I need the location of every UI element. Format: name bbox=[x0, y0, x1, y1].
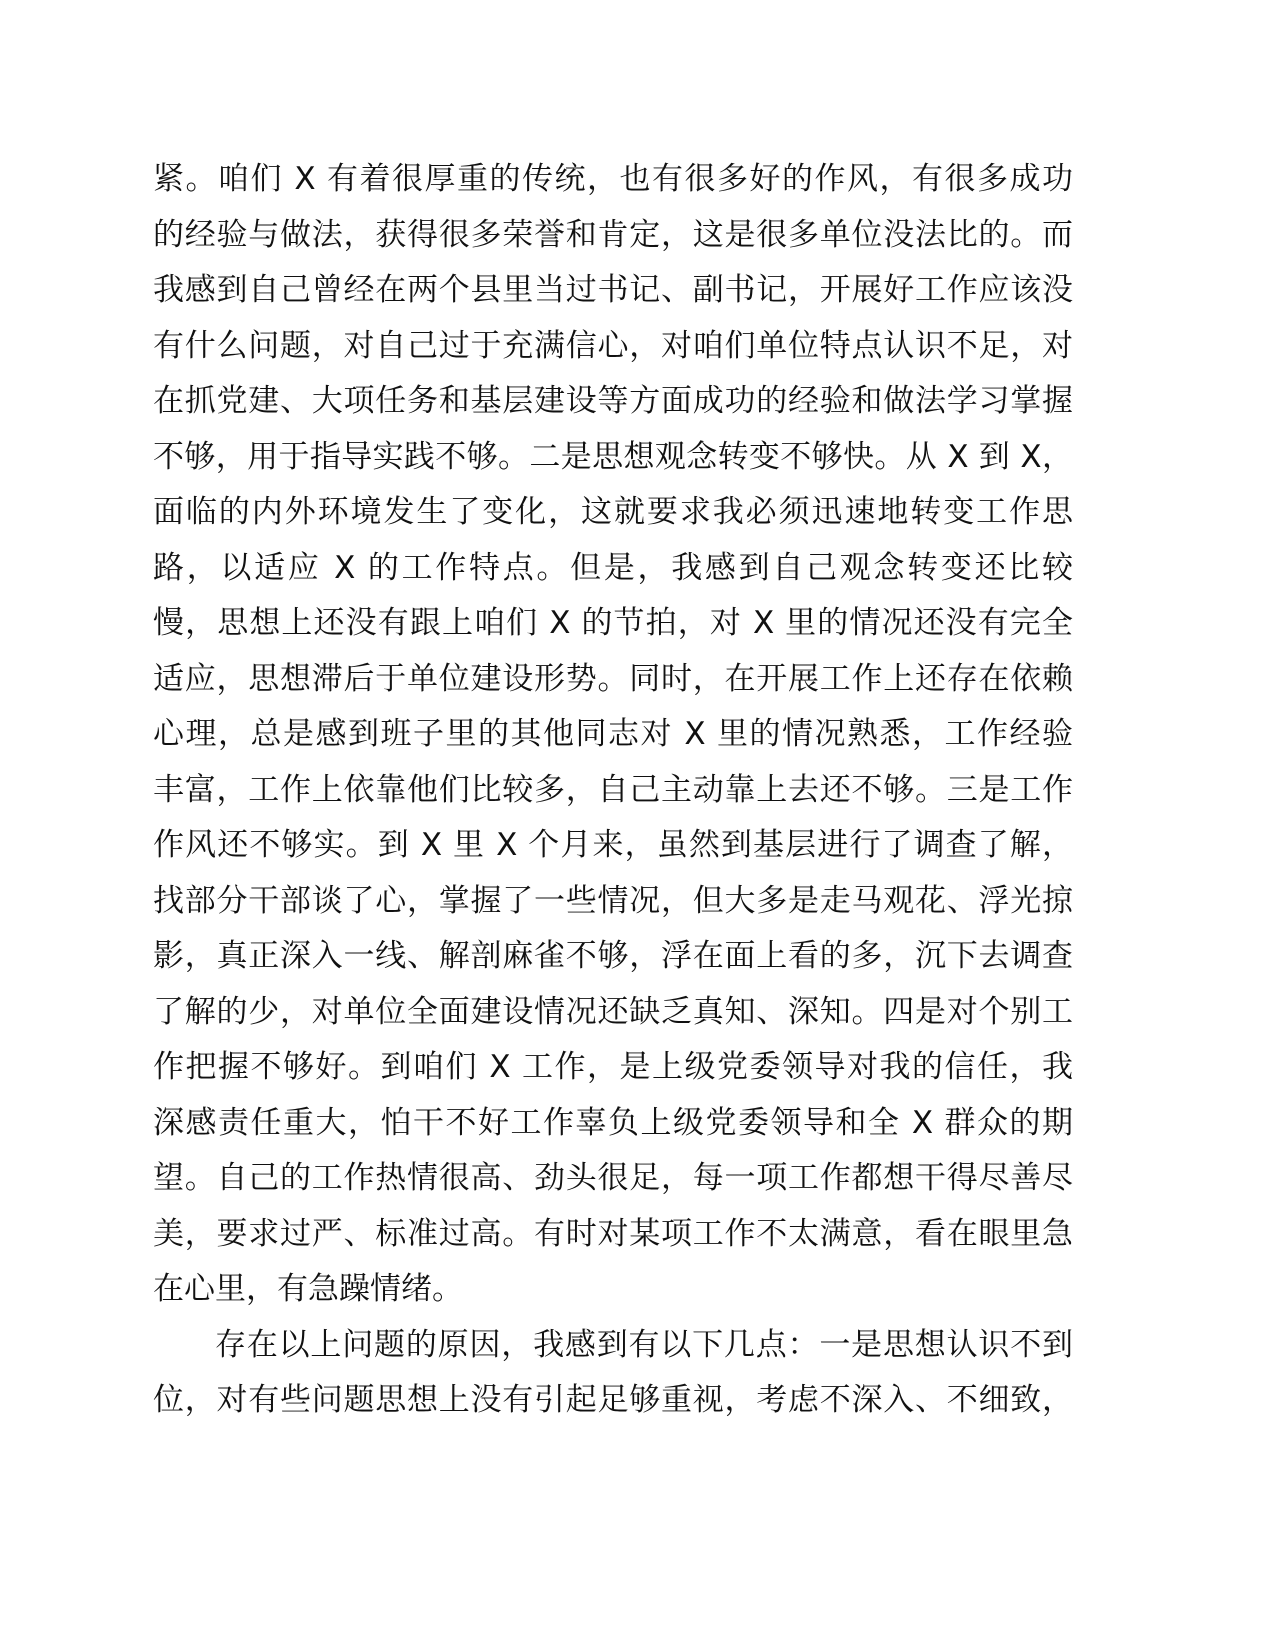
text-line: 作风还不够实。到 X 里 X 个月来，虽然到基层进行了调查了解， bbox=[153, 827, 1073, 863]
text-line: 不够，用于指导实践不够。二是思想观念转变不够快。从 X 到 X， bbox=[153, 438, 1073, 475]
body-text bbox=[153, 152, 1073, 1429]
text-line: 找部分干部谈了心，掌握了一些情况，但大多是走马观花、浮光掠 bbox=[153, 882, 1073, 919]
text-line: 路，以适应 X 的工作特点。但是，我感到自己观念转变还比较 bbox=[153, 549, 1073, 586]
text-line: 适应，思想滞后于单位建设形势。同时，在开展工作上还存在依赖 bbox=[153, 660, 1073, 697]
text-line: 美，要求过严、标准过高。有时对某项工作不太满意，看在眼里急 bbox=[153, 1215, 1073, 1252]
text-line: 丰富，工作上依靠他们比较多，自己主动靠上去还不够。三是工作 bbox=[153, 771, 1073, 808]
text-line: 在抓党建、大项任务和基层建设等方面成功的经验和做法学习掌握 bbox=[153, 383, 1073, 419]
text-line: 的经验与做法，获得很多荣誉和肯定，这是很多单位没法比的。而 bbox=[153, 216, 1073, 253]
text-line: 位，对有些问题思想上没有引起足够重视，考虑不深入、不细致， bbox=[153, 1382, 1073, 1418]
text-line: 我感到自己曾经在两个县里当过书记、副书记，开展好工作应该没 bbox=[153, 272, 1073, 308]
text-line: 慢，思想上还没有跟上咱们 X 的节拍，对 X 里的情况还没有完全 bbox=[153, 605, 1073, 641]
text-line: 深感责任重大，怕干不好工作辜负上级党委领导和全 X 群众的期 bbox=[153, 1104, 1073, 1141]
text-line: 面临的内外环境发生了变化，这就要求我必须迅速地转变工作思 bbox=[153, 494, 1073, 530]
text-line: 了解的少，对单位全面建设情况还缺乏真知、深知。四是对个别工 bbox=[153, 993, 1073, 1030]
text-line: 在心里，有急躁情绪。 bbox=[153, 1271, 463, 1307]
text-line: 有什么问题，对自己过于充满信心，对咱们单位特点认识不足，对 bbox=[153, 327, 1073, 364]
text-line: 作把握不够好。到咱们 X 工作，是上级党委领导对我的信任，我 bbox=[153, 1049, 1073, 1085]
text-line: 紧。咱们 X 有着很厚重的传统，也有很多好的作风，有很多成功 bbox=[153, 161, 1073, 197]
text-line: 心理，总是感到班子里的其他同志对 X 里的情况熟悉，工作经验 bbox=[153, 716, 1073, 752]
text-line: 望。自己的工作热情很高、劲头很足，每一项工作都想干得尽善尽 bbox=[153, 1160, 1073, 1196]
paragraph-first-line: 存在以上问题的原因，我感到有以下几点：一是思想认识不到 bbox=[215, 1326, 1073, 1363]
text-line: 影，真正深入一线、解剖麻雀不够，浮在面上看的多，沉下去调查 bbox=[153, 938, 1073, 974]
